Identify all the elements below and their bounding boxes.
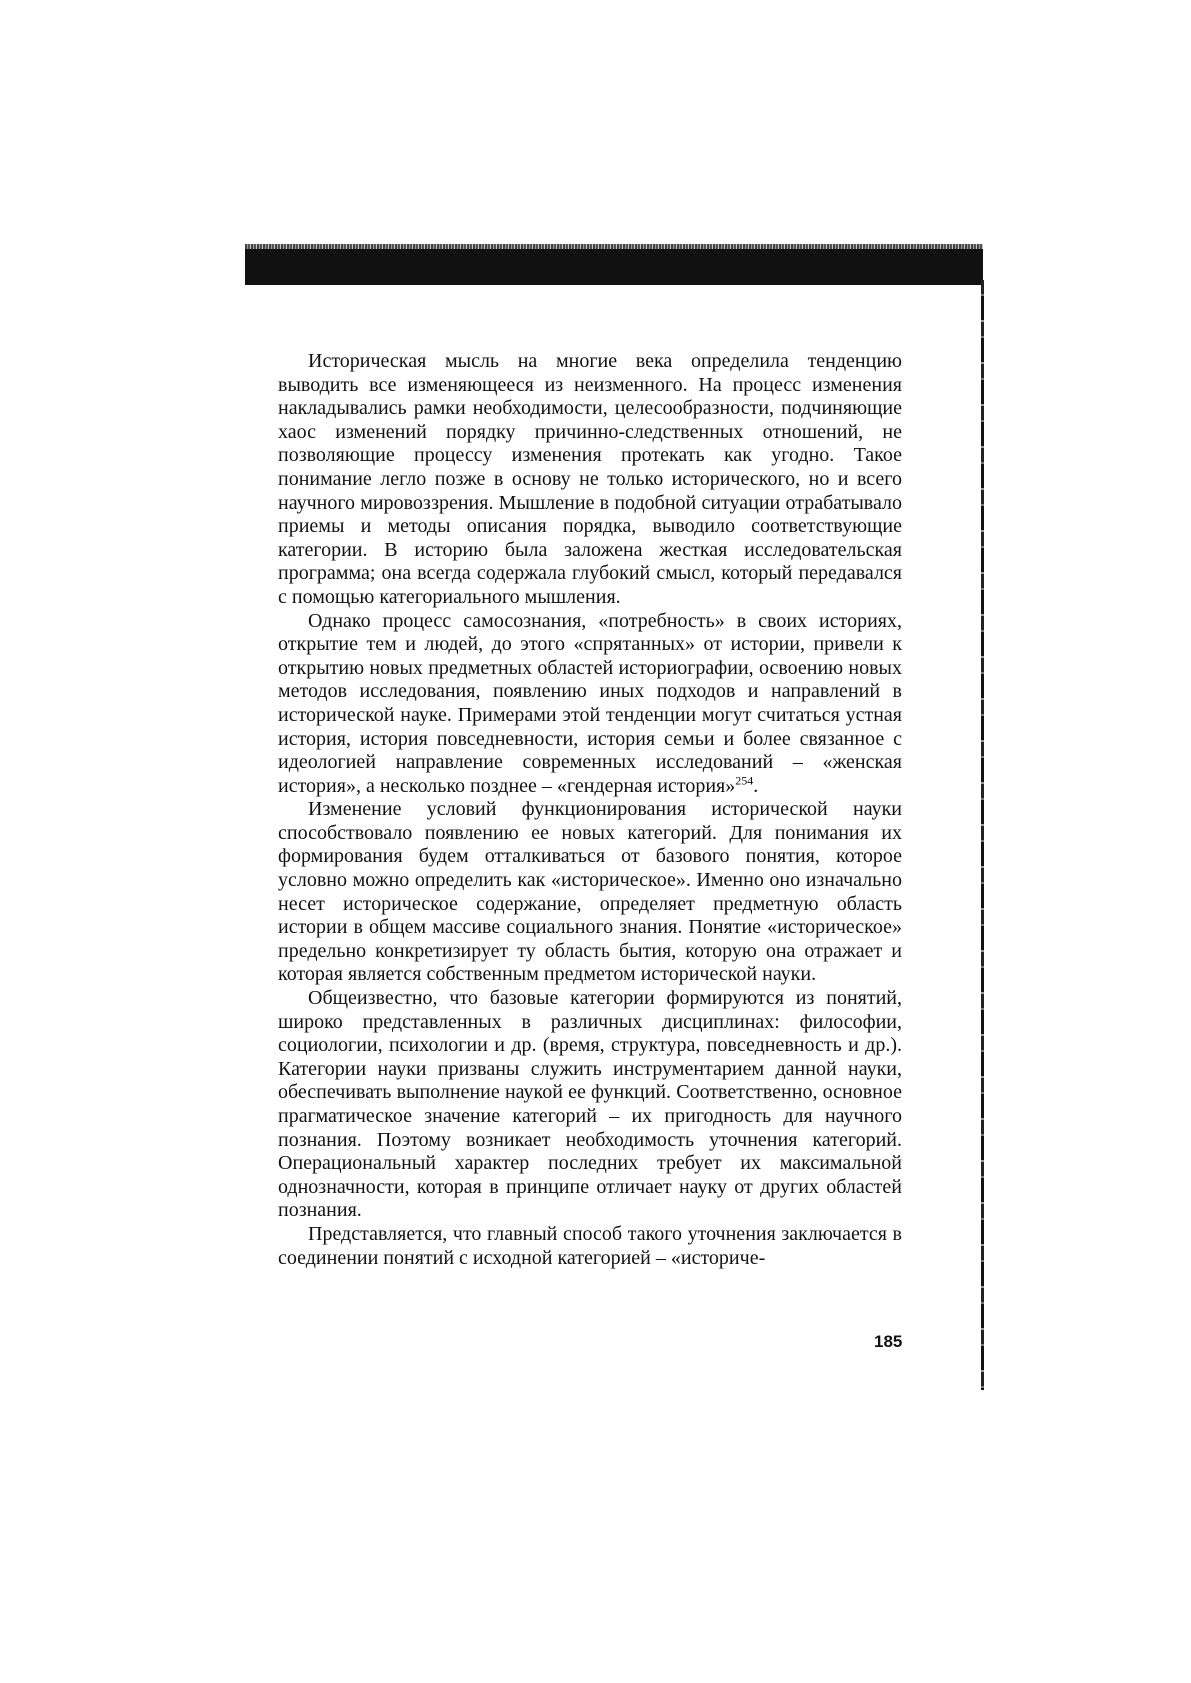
footnote-marker: 254 [735,773,754,788]
header-rule [245,249,983,285]
paragraph-text: Историческая мысль на многие века определила тенденцию выводить все изменяющееся из неизменного. На процесс изменения накладывались рамки необходимости, целесообразности, подчиняющие хаос изменений порядку причинно-следственных отношений, не позволяющие процессу изменения протекать как угодно. Такое понимание легло позже в основу не только исторического, но и всего научного мировоззрения. Мышление в подобной ситуации отрабатывало приемы и методы описания порядка, выводило соответствующие категории. В историю была заложена жесткая исследовательская программа; она всегда содержала глубокий смысл, который передавался с помощью категориального мышления. [278,350,902,608]
paragraph-2 [278,610,902,799]
page-edge-shadow [981,280,984,1390]
paragraph-text: Представляется, что главный способ такого уточнения заключается в соединении понятий с исходной категорией – «историче- [278,1222,902,1269]
page-number: 185 [874,1332,903,1351]
paragraph-text: Однако процесс самосознания, «потребность» в своих историях, открытие тем и людей, до этого «спрятанных» от истории, привели к открытию новых предметных областей историографии, освоению новых методов исследования, появлению иных подходов и направлений в исторической науке. Примерами этой тенденции могут считаться устная история, история повседневности, история семьи и более связанное с идеологией направление современных исследований – «женская история», а несколько позднее – «гендерная история» [278,609,902,797]
paragraph-text: Изменение условий функционирования исторической науки способствовало появлению ее новых категорий. Для понимания их формирования будем отталкиваться от базового понятия, которое условно можно определить как «историческое». Именно оно изначально несет историческое содержание, определяет предметную область истории в общем массиве социального знания. Понятие «историческое» предельно конкретизирует ту область бытия, которую она отражает и которая является собственным предметом исторической науки. [278,798,902,986]
paragraph-1 [278,350,902,610]
paragraph-4 [278,987,902,1223]
body-text [278,350,902,1270]
paragraph-3 [278,798,902,987]
paragraph-text: Общеизвестно, что базовые категории формируются из понятий, широко представленных в различных дисциплинах: философии, социологии, психологии и др. (время, структура, повседневность и др.). Категории науки призваны служить инструментарием данной науки, обеспечивать выполнение наукой ее функций. Соответственно, основное прагматическое значение категорий – их пригодность для научного познания. Поэтому возникает необходимость уточнения категорий. Операциональный характер последних требует их максимальной однозначности, которая в принципе отличает науку от других областей познания. [278,987,902,1222]
paragraph-5 [278,1223,902,1270]
paragraph-tail: . [753,774,759,797]
